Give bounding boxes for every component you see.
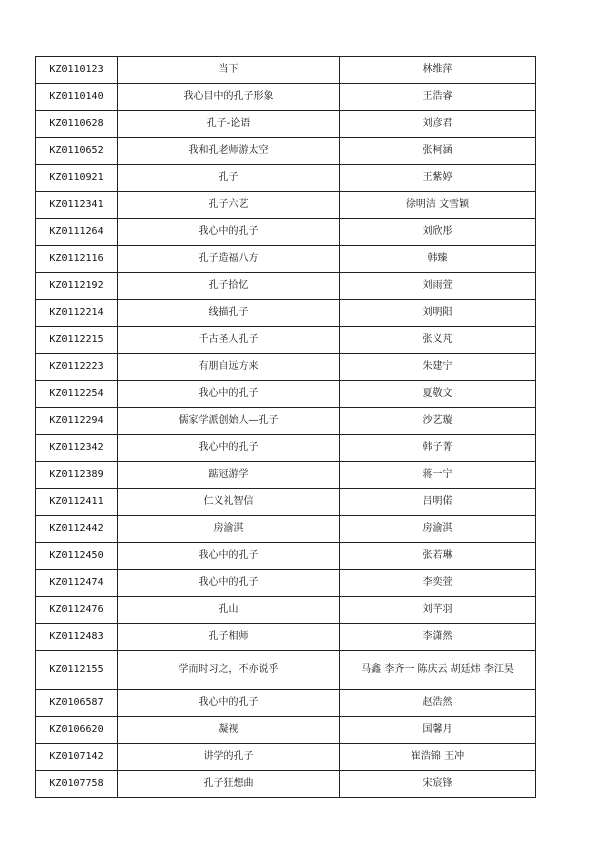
entry-title-cell: 孔子六艺 bbox=[118, 192, 340, 219]
table-row bbox=[36, 354, 536, 381]
entry-authors-cell: 刘彦君 bbox=[340, 111, 536, 138]
table-row bbox=[36, 111, 536, 138]
entry-authors-cell: 刘芊羽 bbox=[340, 597, 536, 624]
entry-authors-cell: 蒋一宁 bbox=[340, 462, 536, 489]
entry-title-cell: 儒家学派创始人—孔子 bbox=[118, 408, 340, 435]
entries-table-body bbox=[36, 57, 536, 798]
entry-title-cell: 孔山 bbox=[118, 597, 340, 624]
entry-title-cell: 我心目中的孔子形象 bbox=[118, 84, 340, 111]
entry-id-cell: KZ0110652 bbox=[36, 138, 118, 165]
entry-title-cell: 凝视 bbox=[118, 717, 340, 744]
entry-title-cell: 线描孔子 bbox=[118, 300, 340, 327]
table-row bbox=[36, 165, 536, 192]
entry-authors-cell: 夏敬文 bbox=[340, 381, 536, 408]
entry-id-cell: KZ0111264 bbox=[36, 219, 118, 246]
entry-id-cell: KZ0112476 bbox=[36, 597, 118, 624]
entry-id-cell: KZ0112411 bbox=[36, 489, 118, 516]
entry-authors-cell: 张柯涵 bbox=[340, 138, 536, 165]
entry-id-cell: KZ0112192 bbox=[36, 273, 118, 300]
table-row bbox=[36, 273, 536, 300]
table-row bbox=[36, 771, 536, 798]
table-row bbox=[36, 570, 536, 597]
entry-title-cell: 我心中的孔子 bbox=[118, 690, 340, 717]
table-row bbox=[36, 516, 536, 543]
table-row bbox=[36, 327, 536, 354]
entry-authors-cell: 马鑫 李齐一 陈庆云 胡廷炜 李江昊 bbox=[340, 651, 536, 690]
entry-authors-cell: 王紫婷 bbox=[340, 165, 536, 192]
entry-id-cell: KZ0110628 bbox=[36, 111, 118, 138]
entry-title-cell: 房渝淇 bbox=[118, 516, 340, 543]
entry-authors-cell: 朱建宁 bbox=[340, 354, 536, 381]
table-row bbox=[36, 408, 536, 435]
entry-id-cell: KZ0107758 bbox=[36, 771, 118, 798]
table-row bbox=[36, 192, 536, 219]
entry-authors-cell: 张若琳 bbox=[340, 543, 536, 570]
entry-title-cell: 讲学的孔子 bbox=[118, 744, 340, 771]
entry-title-cell: 踮冠游学 bbox=[118, 462, 340, 489]
entry-authors-cell: 刘明阳 bbox=[340, 300, 536, 327]
entry-title-cell: 孔子-论语 bbox=[118, 111, 340, 138]
entry-id-cell: KZ0112342 bbox=[36, 435, 118, 462]
table-row bbox=[36, 381, 536, 408]
entry-title-cell: 孔子 bbox=[118, 165, 340, 192]
entry-id-cell: KZ0110921 bbox=[36, 165, 118, 192]
entry-title-cell: 我心中的孔子 bbox=[118, 219, 340, 246]
table-row bbox=[36, 138, 536, 165]
entry-authors-cell: 吕明偌 bbox=[340, 489, 536, 516]
entry-id-cell: KZ0110140 bbox=[36, 84, 118, 111]
entry-authors-cell: 崔浩锦 王冲 bbox=[340, 744, 536, 771]
entry-title-cell: 有朋自远方来 bbox=[118, 354, 340, 381]
entry-id-cell: KZ0110123 bbox=[36, 57, 118, 84]
entry-authors-cell: 李奕萱 bbox=[340, 570, 536, 597]
entry-id-cell: KZ0107142 bbox=[36, 744, 118, 771]
entry-id-cell: KZ0112483 bbox=[36, 624, 118, 651]
entry-title-cell: 学而时习之，不亦说乎 bbox=[118, 651, 340, 690]
entry-authors-cell: 韩子菁 bbox=[340, 435, 536, 462]
entry-id-cell: KZ0112214 bbox=[36, 300, 118, 327]
entry-authors-cell: 赵浩然 bbox=[340, 690, 536, 717]
entry-title-cell: 孔子造福八方 bbox=[118, 246, 340, 273]
table-row bbox=[36, 744, 536, 771]
entry-authors-cell: 刘欣彤 bbox=[340, 219, 536, 246]
entry-authors-cell: 王浩睿 bbox=[340, 84, 536, 111]
table-row bbox=[36, 57, 536, 84]
entry-id-cell: KZ0112474 bbox=[36, 570, 118, 597]
entry-id-cell: KZ0112442 bbox=[36, 516, 118, 543]
entry-authors-cell: 沙艺璇 bbox=[340, 408, 536, 435]
entry-authors-cell: 房渝淇 bbox=[340, 516, 536, 543]
entry-title-cell: 当下 bbox=[118, 57, 340, 84]
entry-id-cell: KZ0112155 bbox=[36, 651, 118, 690]
entry-authors-cell: 李潇然 bbox=[340, 624, 536, 651]
table-row bbox=[36, 651, 536, 690]
entry-id-cell: KZ0112294 bbox=[36, 408, 118, 435]
table-row bbox=[36, 300, 536, 327]
entry-authors-cell: 国馨月 bbox=[340, 717, 536, 744]
entry-id-cell: KZ0106620 bbox=[36, 717, 118, 744]
table-row bbox=[36, 690, 536, 717]
entry-title-cell: 仁义礼智信 bbox=[118, 489, 340, 516]
table-row bbox=[36, 219, 536, 246]
entries-table bbox=[35, 56, 536, 798]
entry-id-cell: KZ0112341 bbox=[36, 192, 118, 219]
entry-id-cell: KZ0112389 bbox=[36, 462, 118, 489]
entry-title-cell: 我心中的孔子 bbox=[118, 543, 340, 570]
entry-title-cell: 我心中的孔子 bbox=[118, 570, 340, 597]
entry-authors-cell: 刘雨萱 bbox=[340, 273, 536, 300]
entry-title-cell: 孔子相师 bbox=[118, 624, 340, 651]
entry-id-cell: KZ0106587 bbox=[36, 690, 118, 717]
entry-title-cell: 我心中的孔子 bbox=[118, 435, 340, 462]
entry-title-cell: 孔子拾忆 bbox=[118, 273, 340, 300]
entry-authors-cell: 宋宸锋 bbox=[340, 771, 536, 798]
table-row bbox=[36, 435, 536, 462]
table-row bbox=[36, 624, 536, 651]
table-row bbox=[36, 462, 536, 489]
entry-id-cell: KZ0112215 bbox=[36, 327, 118, 354]
entry-title-cell: 我心中的孔子 bbox=[118, 381, 340, 408]
entry-title-cell: 孔子狂想曲 bbox=[118, 771, 340, 798]
entry-id-cell: KZ0112254 bbox=[36, 381, 118, 408]
entry-id-cell: KZ0112450 bbox=[36, 543, 118, 570]
entry-title-cell: 我和孔老师游太空 bbox=[118, 138, 340, 165]
table-row bbox=[36, 489, 536, 516]
table-row bbox=[36, 246, 536, 273]
table-row bbox=[36, 597, 536, 624]
table-row bbox=[36, 543, 536, 570]
entry-authors-cell: 林维萍 bbox=[340, 57, 536, 84]
entry-id-cell: KZ0112116 bbox=[36, 246, 118, 273]
table-row bbox=[36, 84, 536, 111]
entry-authors-cell: 徐明洁 文雪颖 bbox=[340, 192, 536, 219]
entry-authors-cell: 韩臻 bbox=[340, 246, 536, 273]
table-row bbox=[36, 717, 536, 744]
entry-authors-cell: 张义芃 bbox=[340, 327, 536, 354]
entry-title-cell: 千古圣人孔子 bbox=[118, 327, 340, 354]
entry-id-cell: KZ0112223 bbox=[36, 354, 118, 381]
